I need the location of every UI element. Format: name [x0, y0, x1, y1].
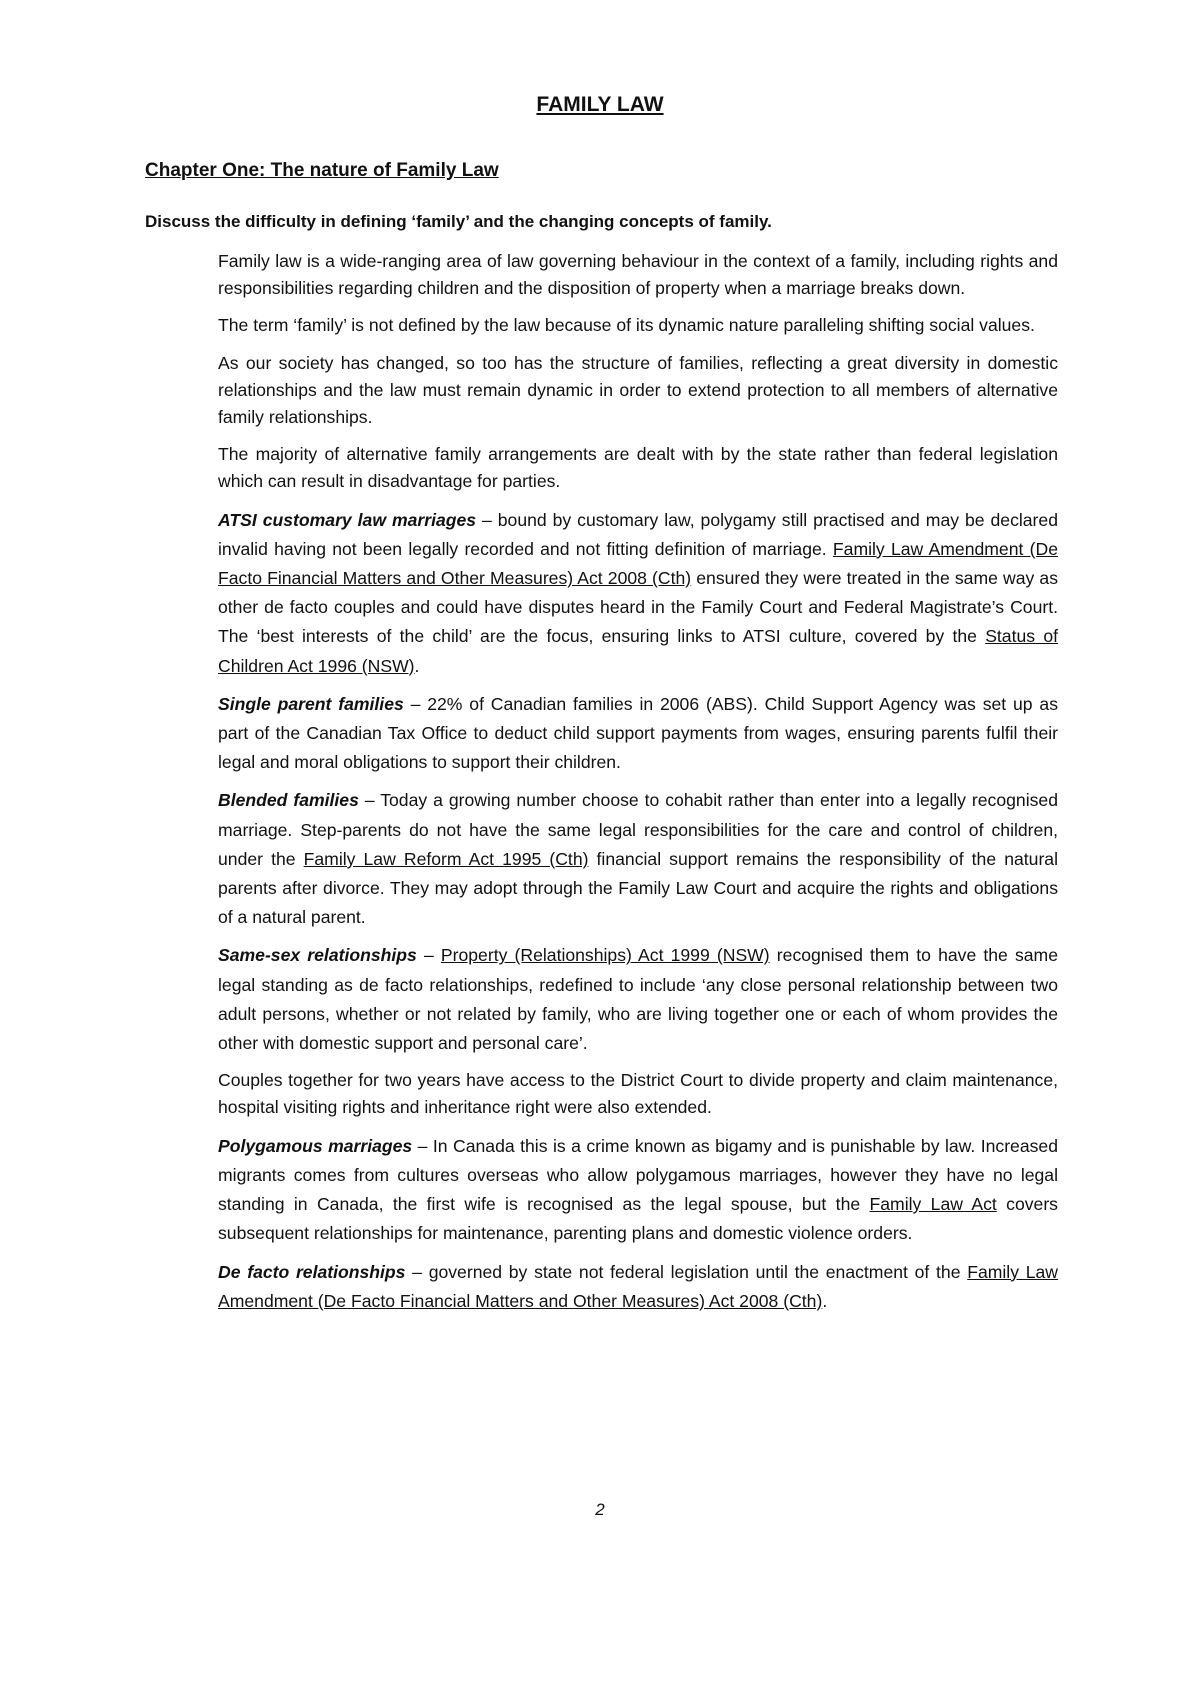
reference-family-law-amendment-2008: Family Law Amendment (De Facto Financial Matters and Other Measures) Act 2008 (Cth)	[218, 538, 1058, 589]
paragraph-same-sex	[218, 941, 1058, 1058]
paragraph-atsi-marriages	[218, 506, 1058, 681]
polygamous-text-2: covers subsequent relationships for maintenance, parenting plans and domestic violence orders.	[218, 1194, 1058, 1244]
term-de-facto: De facto relationships	[218, 1261, 406, 1282]
single-text-1: – 22% of Canadian families in 2006 (ABS). Child Support Agency was set up as part of the Canadian Tax Office to deduct child support payments from wages, ensuring parents fulfil their legal and moral obligations to support their children.	[218, 693, 1058, 773]
atsi-text-2: ensured they were treated in the same way as other de facto couples and could have disputes heard in the Family Court and Federal Magistrate’s Court. The ‘best interests of the child’ are the focus, ensuring links to ATSI culture, covered by the	[218, 568, 1058, 647]
reference-status-of-children-act: Status of Children Act 1996 (NSW)	[218, 626, 1058, 676]
paragraph-society-change: As our society has changed, so too has the structure of families, reflecting a great diversity in domestic relationships and the law must remain dynamic in order to extend protection to all members of alternative family relationships.	[218, 352, 1058, 428]
paragraph-blended-families	[218, 786, 1058, 932]
polygamous-text-1: – In Canada this is a crime known as bigamy and is punishable by law. Increased migrants comes from cultures overseas who allow polygamous marriages, however they have no legal standing in Canada, the first wife is recognised as the legal spouse, but the	[218, 1135, 1058, 1215]
term-polygamous: Polygamous marriages	[218, 1135, 413, 1156]
atsi-text-3: .	[414, 655, 420, 676]
paragraph-de-facto	[218, 1258, 1058, 1316]
term-single-parent: Single parent families	[218, 693, 404, 714]
paragraph-polygamous	[218, 1132, 1058, 1249]
term-same-sex: Same-sex relationships	[218, 945, 417, 966]
page-number: 2	[595, 1500, 605, 1519]
reference-property-relationships-act: Property (Relationships) Act 1999 (NSW)	[440, 945, 770, 966]
document-body	[218, 248, 1058, 1325]
discussion-question: Discuss the difficulty in defining ‘family’ and the changing concepts of family.	[145, 212, 772, 231]
paragraph-single-parent	[218, 690, 1058, 778]
reference-family-law-act: Family Law Act	[869, 1194, 997, 1215]
paragraph-term-family: The term ‘family’ is not defined by the law because of its dynamic nature paralleling shifting social values.	[218, 315, 1035, 336]
samesex-text-1: –	[416, 945, 441, 966]
paragraph-definition: Family law is a wide-ranging area of law governing behaviour in the context of a family, including rights and responsibilities regarding children and the disposition of property when a marriage breaks down.	[218, 251, 1058, 299]
atsi-text-1: – bound by customary law, polygamy still practised and may be declared invalid having not been legally recorded and not fitting definition of marriage.	[218, 509, 1058, 559]
term-atsi-marriages: ATSI customary law marriages	[218, 509, 477, 530]
defacto-text-2: .	[822, 1290, 828, 1311]
reference-family-law-amendment-2008-defacto: Family Law Amendment (De Facto Financial Matters and Other Measures) Act 2008 (Cth)	[218, 1261, 1058, 1311]
samesex-text-2: recognised them to have the same legal standing as de facto relationships, redefined to include ‘any close personal relationship between two adult persons, whether or not related by family, who are living together one or each of whom provides the other with domestic support and personal care’.	[218, 945, 1059, 1054]
paragraph-state-legislation: The majority of alternative family arrangements are dealt with by the state rather than federal legislation which can result in disadvantage for parties.	[218, 444, 1058, 492]
reference-family-law-reform-act: Family Law Reform Act 1995 (Cth)	[303, 848, 589, 869]
term-blended-families: Blended families	[218, 790, 359, 811]
paragraph-couples: Couples together for two years have access to the District Court to divide property and claim maintenance, hospital visiting rights and inheritance right were also extended.	[218, 1070, 1058, 1118]
document-title: FAMILY LAW	[536, 93, 664, 116]
blended-text-2: financial support remains the responsibility of the natural parents after divorce. They may adopt through the Family Law Court and acquire the rights and obligations of a natural parent.	[218, 848, 1058, 928]
blended-text-1: – Today a growing number choose to cohabit rather than enter into a legally recognised marriage. Step-parents do not have the same legal responsibilities for the care and control of children, under the	[218, 790, 1058, 869]
defacto-text-1: – governed by state not federal legislation until the enactment of the	[405, 1261, 968, 1282]
chapter-heading: Chapter One: The nature of Family Law	[145, 160, 499, 181]
